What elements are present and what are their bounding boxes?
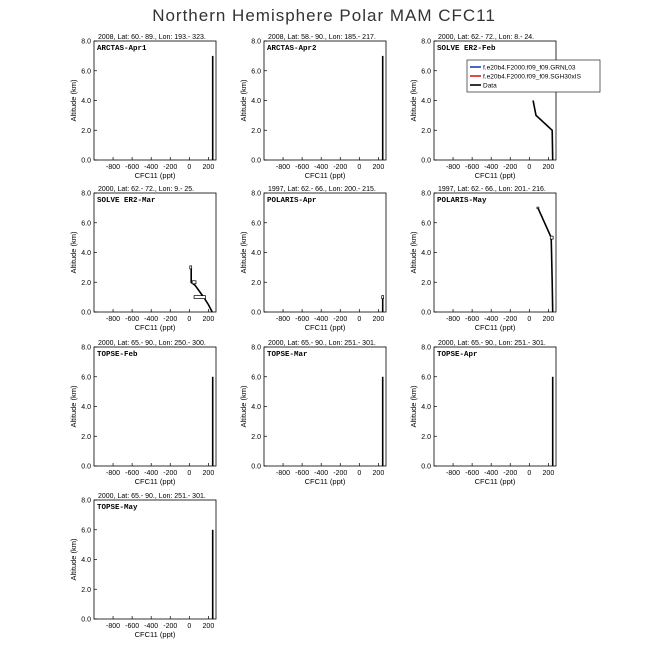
- x-tick-label: -400: [144, 623, 159, 630]
- chart-panel: [69, 186, 216, 332]
- data-line: [191, 267, 212, 312]
- x-axis-label: CFC11 (ppt): [304, 323, 346, 332]
- y-tick-label: 6.0: [81, 220, 91, 228]
- y-tick-label: 4.0: [421, 98, 431, 105]
- y-tick-label: 8.0: [81, 344, 91, 352]
- x-tick-label: -200: [333, 316, 348, 323]
- plot-frame: [94, 500, 216, 619]
- data-line: [538, 208, 553, 312]
- panel-label: SOLVE ER2-Feb: [437, 45, 496, 53]
- plot-frame: [264, 193, 386, 312]
- y-axis-label: Altitude (km): [409, 385, 418, 428]
- y-tick-label: 2.0: [251, 279, 261, 287]
- x-tick-label: -800: [106, 164, 121, 171]
- x-tick-label: 0: [357, 316, 362, 323]
- x-tick-label: -400: [314, 470, 329, 477]
- plot-frame: [264, 347, 386, 466]
- y-tick-label: 0.0: [81, 309, 91, 317]
- y-tick-label: 6.0: [81, 374, 91, 382]
- x-tick-label: -600: [125, 164, 140, 171]
- panel-label: TOPSE-Apr: [437, 351, 478, 359]
- panel-label: POLARIS-May: [437, 197, 487, 205]
- x-axis-label: CFC11 (ppt): [134, 171, 176, 180]
- chart-panel: [409, 340, 556, 486]
- legend-label: f.e20b4.F2000.f09_f09.GRNL03: [483, 64, 576, 72]
- y-axis-label: Altitude (km): [69, 538, 78, 581]
- panel-subtitle: 2000, Lat: 65.- 90., Lon: 251.- 301.: [268, 340, 376, 347]
- y-tick-label: 4.0: [251, 404, 261, 411]
- y-tick-label: 8.0: [81, 38, 91, 46]
- x-tick-label: -600: [295, 164, 310, 171]
- panel-subtitle: 1997, Lat: 62.- 66., Lon: 200.- 215.: [268, 186, 376, 193]
- chart-panel: [239, 340, 386, 486]
- panel-subtitle: 2000, Lat: 65.- 90., Lon: 251.- 301.: [438, 340, 546, 347]
- x-tick-label: -800: [106, 316, 121, 323]
- y-tick-label: 4.0: [81, 404, 91, 411]
- x-tick-label: 200: [542, 164, 555, 171]
- y-tick-label: 6.0: [81, 527, 91, 535]
- y-tick-label: 4.0: [421, 404, 431, 411]
- chart-panel: [69, 34, 216, 180]
- panel-label: POLARIS-Apr: [267, 197, 317, 205]
- y-tick-label: 4.0: [251, 250, 261, 257]
- data-line: [533, 101, 553, 161]
- x-tick-label: -200: [333, 470, 348, 477]
- y-tick-label: 8.0: [251, 38, 261, 46]
- plot-frame: [434, 193, 556, 312]
- plot-frame: [434, 347, 556, 466]
- x-tick-label: 200: [202, 470, 215, 477]
- x-tick-label: -600: [295, 316, 310, 323]
- y-tick-label: 6.0: [81, 68, 91, 76]
- y-tick-label: 2.0: [251, 127, 261, 135]
- x-tick-label: 200: [542, 470, 555, 477]
- panel-subtitle: 2008, Lat: 58.- 90., Lon: 185.- 217.: [268, 34, 376, 41]
- data-box: [194, 296, 205, 299]
- x-tick-label: -600: [125, 316, 140, 323]
- chart-panel: [239, 186, 386, 332]
- x-tick-label: -800: [106, 623, 121, 630]
- legend-label: Data: [483, 82, 497, 90]
- x-tick-label: -800: [276, 316, 291, 323]
- y-tick-label: 2.0: [421, 433, 431, 441]
- page-title: Northern Hemisphere Polar MAM CFC11: [152, 6, 496, 25]
- legend-label: f.e20b4.F2000.f09_f09.SGH30xIS: [483, 73, 581, 81]
- y-axis-label: Altitude (km): [239, 231, 248, 274]
- x-tick-label: 200: [202, 164, 215, 171]
- y-tick-label: 8.0: [421, 344, 431, 352]
- x-tick-label: -200: [503, 470, 518, 477]
- y-tick-label: 2.0: [81, 279, 91, 287]
- plot-frame: [264, 41, 386, 160]
- y-tick-label: 4.0: [421, 250, 431, 257]
- y-tick-label: 2.0: [251, 433, 261, 441]
- y-tick-label: 6.0: [421, 374, 431, 382]
- x-tick-label: 200: [542, 316, 555, 323]
- x-tick-label: -400: [144, 164, 159, 171]
- x-tick-label: -800: [106, 470, 121, 477]
- panel-label: TOPSE-Mar: [267, 351, 308, 359]
- y-tick-label: 0.0: [251, 157, 261, 165]
- y-tick-label: 4.0: [81, 250, 91, 257]
- y-tick-label: 8.0: [251, 190, 261, 198]
- x-axis-label: CFC11 (ppt): [474, 171, 516, 180]
- y-tick-label: 6.0: [421, 220, 431, 228]
- y-axis-label: Altitude (km): [69, 79, 78, 122]
- x-tick-label: 200: [372, 164, 385, 171]
- y-tick-label: 0.0: [81, 157, 91, 165]
- data-box: [550, 236, 553, 239]
- y-axis-label: Altitude (km): [69, 385, 78, 428]
- y-tick-label: 4.0: [81, 557, 91, 564]
- data-box: [537, 207, 539, 209]
- x-tick-label: 0: [527, 470, 532, 477]
- panel-subtitle: 2000, Lat: 65.- 90., Lon: 250.- 300.: [98, 340, 206, 347]
- plot-frame: [94, 347, 216, 466]
- x-tick-label: -400: [314, 164, 329, 171]
- x-tick-label: -200: [163, 316, 178, 323]
- y-tick-label: 6.0: [421, 68, 431, 76]
- y-tick-label: 0.0: [251, 309, 261, 317]
- chart-panel: [239, 34, 386, 180]
- x-tick-label: -200: [503, 316, 518, 323]
- y-axis-label: Altitude (km): [239, 385, 248, 428]
- x-tick-label: 200: [202, 623, 215, 630]
- x-axis-label: CFC11 (ppt): [134, 630, 176, 639]
- x-axis-label: CFC11 (ppt): [474, 323, 516, 332]
- y-axis-label: Altitude (km): [69, 231, 78, 274]
- y-tick-label: 8.0: [81, 190, 91, 198]
- panel-label: SOLVE ER2-Mar: [97, 197, 156, 205]
- y-tick-label: 2.0: [81, 433, 91, 441]
- y-tick-label: 4.0: [81, 98, 91, 105]
- x-tick-label: -200: [333, 164, 348, 171]
- x-tick-label: -400: [144, 470, 159, 477]
- x-tick-label: -600: [465, 164, 480, 171]
- data-box: [382, 296, 384, 299]
- panel-label: ARCTAS-Apr1: [97, 45, 147, 53]
- y-tick-label: 8.0: [251, 344, 261, 352]
- panel-label: ARCTAS-Apr2: [267, 45, 317, 53]
- panel-label: TOPSE-Feb: [97, 351, 138, 359]
- x-tick-label: 0: [357, 470, 362, 477]
- plot-frame: [94, 193, 216, 312]
- x-tick-label: -400: [484, 470, 499, 477]
- x-axis-label: CFC11 (ppt): [134, 477, 176, 486]
- y-tick-label: 8.0: [421, 38, 431, 46]
- x-tick-label: 0: [187, 164, 192, 171]
- chart-panel: [409, 186, 556, 332]
- y-tick-label: 6.0: [251, 68, 261, 76]
- y-tick-label: 0.0: [421, 157, 431, 165]
- x-tick-label: 200: [372, 316, 385, 323]
- chart-panel: [69, 493, 216, 639]
- chart-panel: [69, 340, 216, 486]
- x-tick-label: 0: [187, 470, 192, 477]
- y-tick-label: 0.0: [81, 616, 91, 624]
- panel-label: TOPSE-May: [97, 504, 138, 512]
- x-tick-label: -200: [163, 623, 178, 630]
- y-tick-label: 6.0: [251, 220, 261, 228]
- x-tick-label: -800: [446, 316, 461, 323]
- panel-subtitle: 2000, Lat: 62.- 72., Lon: 9.- 25.: [98, 186, 195, 193]
- y-tick-label: 8.0: [421, 190, 431, 198]
- x-tick-label: -400: [484, 164, 499, 171]
- x-tick-label: 200: [202, 316, 215, 323]
- y-tick-label: 0.0: [251, 463, 261, 471]
- x-tick-label: -200: [163, 164, 178, 171]
- x-axis-label: CFC11 (ppt): [304, 171, 346, 180]
- x-tick-label: 0: [527, 164, 532, 171]
- data-box: [190, 266, 192, 269]
- x-tick-label: -600: [125, 623, 140, 630]
- x-tick-label: 200: [372, 470, 385, 477]
- y-tick-label: 0.0: [421, 463, 431, 471]
- x-tick-label: 0: [187, 623, 192, 630]
- x-tick-label: -400: [314, 316, 329, 323]
- y-tick-label: 2.0: [421, 127, 431, 135]
- data-box: [192, 281, 196, 284]
- x-tick-label: -800: [276, 164, 291, 171]
- x-axis-label: CFC11 (ppt): [474, 477, 516, 486]
- x-tick-label: -600: [465, 316, 480, 323]
- x-axis-label: CFC11 (ppt): [304, 477, 346, 486]
- x-tick-label: -200: [503, 164, 518, 171]
- panel-subtitle: 2008, Lat: 60.- 89., Lon: 193.- 323.: [98, 34, 206, 41]
- plot-frame: [94, 41, 216, 160]
- y-tick-label: 0.0: [421, 309, 431, 317]
- y-axis-label: Altitude (km): [409, 79, 418, 122]
- y-axis-label: Altitude (km): [239, 79, 248, 122]
- x-tick-label: -400: [484, 316, 499, 323]
- y-tick-label: 2.0: [81, 127, 91, 135]
- y-tick-label: 2.0: [81, 586, 91, 594]
- x-tick-label: 0: [527, 316, 532, 323]
- x-tick-label: -400: [144, 316, 159, 323]
- y-tick-label: 2.0: [421, 279, 431, 287]
- panel-subtitle: 1997, Lat: 62.- 66., Lon: 201.- 216.: [438, 186, 546, 193]
- x-axis-label: CFC11 (ppt): [134, 323, 176, 332]
- y-tick-label: 6.0: [251, 374, 261, 382]
- x-tick-label: -800: [276, 470, 291, 477]
- plot-frame: [434, 41, 556, 160]
- x-tick-label: 0: [357, 164, 362, 171]
- legend: [467, 60, 600, 92]
- y-tick-label: 8.0: [81, 497, 91, 505]
- chart-panel: [409, 34, 600, 180]
- x-tick-label: -600: [125, 470, 140, 477]
- x-tick-label: -600: [295, 470, 310, 477]
- panel-subtitle: 2000, Lat: 62.- 72., Lon: 8.- 24.: [438, 34, 535, 41]
- panel-subtitle: 2000, Lat: 65.- 90., Lon: 251.- 301.: [98, 493, 206, 500]
- y-axis-label: Altitude (km): [409, 231, 418, 274]
- x-tick-label: -800: [446, 470, 461, 477]
- y-tick-label: 0.0: [81, 463, 91, 471]
- x-tick-label: 0: [187, 316, 192, 323]
- x-tick-label: -600: [465, 470, 480, 477]
- x-tick-label: -200: [163, 470, 178, 477]
- y-tick-label: 4.0: [251, 98, 261, 105]
- x-tick-label: -800: [446, 164, 461, 171]
